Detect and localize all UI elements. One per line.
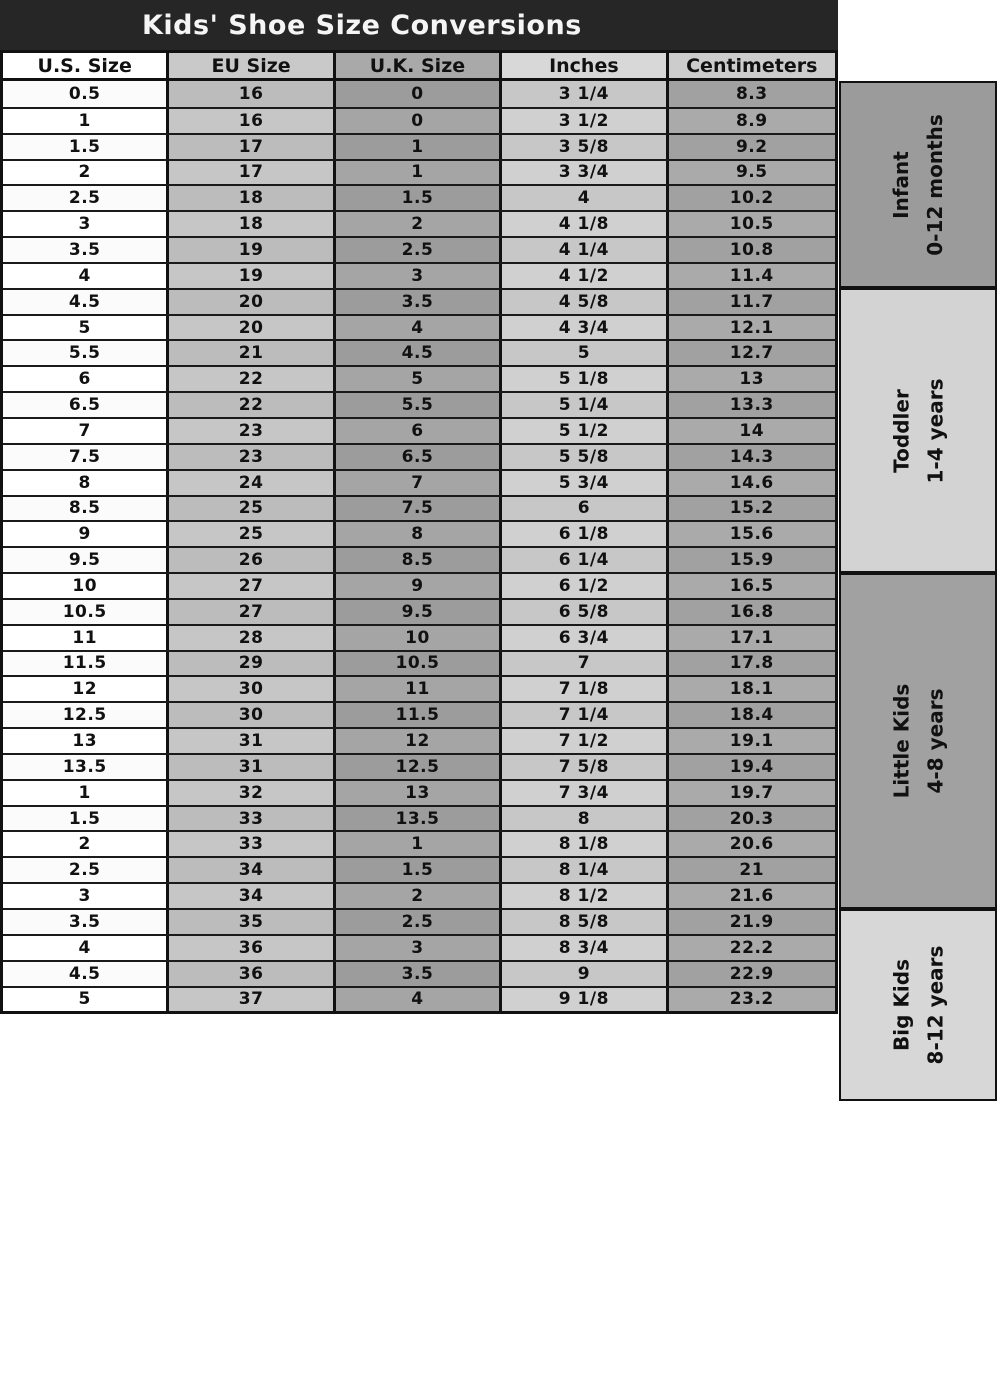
cell: 19.1 (669, 729, 835, 753)
cell: 35 (169, 910, 335, 934)
cell: 11.5 (3, 652, 169, 676)
cell: 37 (169, 988, 335, 1012)
cell: 3 (336, 936, 502, 960)
table-row (3, 572, 835, 598)
table-row (3, 908, 835, 934)
cell: 8 (336, 522, 502, 546)
table-row (3, 262, 835, 288)
cell: 3.5 (3, 238, 169, 262)
table-row (3, 934, 835, 960)
cell: 10.5 (669, 212, 835, 236)
cell: 31 (169, 729, 335, 753)
cell: 9 (336, 574, 502, 598)
cell: 6 1/4 (502, 548, 668, 572)
cell: 4 (336, 988, 502, 1012)
column-header-centimeters: Centimeters (669, 53, 835, 78)
column-header-eu-size: EU Size (169, 53, 335, 78)
cell: 8 (502, 807, 668, 831)
cell: 29 (169, 652, 335, 676)
cell: 5 (502, 341, 668, 365)
cell: 36 (169, 936, 335, 960)
cell: 3 (3, 884, 169, 908)
cell: 3.5 (336, 290, 502, 314)
cell: 6.5 (336, 445, 502, 469)
cell: 13 (336, 781, 502, 805)
cell: 18 (169, 186, 335, 210)
table-row (3, 443, 835, 469)
cell: 7 1/2 (502, 729, 668, 753)
cell: 12.5 (3, 703, 169, 727)
cell: 22 (169, 367, 335, 391)
cell: 14 (669, 419, 835, 443)
cell: 21 (169, 341, 335, 365)
cell: 15.9 (669, 548, 835, 572)
age-band-little-kids (839, 573, 997, 909)
age-band-toddler-label: Toddler 1-4 years (889, 378, 947, 483)
cell: 2.5 (3, 186, 169, 210)
cell: 4.5 (336, 341, 502, 365)
cell: 8 1/2 (502, 884, 668, 908)
cell: 27 (169, 600, 335, 624)
cell: 13.3 (669, 393, 835, 417)
cell: 8.5 (336, 548, 502, 572)
table-row (3, 546, 835, 572)
cell: 15.2 (669, 497, 835, 521)
cell: 8.5 (3, 497, 169, 521)
cell: 19 (169, 264, 335, 288)
cell: 17 (169, 135, 335, 159)
cell: 9.5 (336, 600, 502, 624)
cell: 16 (169, 81, 335, 107)
column-header-inches: Inches (502, 53, 668, 78)
cell: 5 3/4 (502, 471, 668, 495)
table-row (3, 81, 835, 107)
cell: 19.4 (669, 755, 835, 779)
cell: 0.5 (3, 81, 169, 107)
cell: 2 (336, 884, 502, 908)
table-row (3, 598, 835, 624)
age-band-big-kids (839, 909, 997, 1101)
table-row (3, 236, 835, 262)
cell: 5 1/4 (502, 393, 668, 417)
cell: 17 (169, 161, 335, 185)
cell: 9.5 (669, 161, 835, 185)
cell: 3.5 (336, 962, 502, 986)
table-rows (3, 81, 835, 1011)
cell: 8 3/4 (502, 936, 668, 960)
title-bar (0, 0, 838, 50)
table-row (3, 805, 835, 831)
cell: 6 (336, 419, 502, 443)
cell: 4 1/8 (502, 212, 668, 236)
cell: 4 5/8 (502, 290, 668, 314)
cell: 22 (169, 393, 335, 417)
table-row (3, 391, 835, 417)
cell: 4 (3, 264, 169, 288)
cell: 10.8 (669, 238, 835, 262)
cell: 4 1/4 (502, 238, 668, 262)
table-row (3, 159, 835, 185)
cell: 23 (169, 419, 335, 443)
cell: 9.2 (669, 135, 835, 159)
conversion-table (0, 50, 838, 1014)
cell: 10.5 (336, 652, 502, 676)
table-row (3, 701, 835, 727)
cell: 2 (3, 161, 169, 185)
cell: 9 1/8 (502, 988, 668, 1012)
cell: 1.5 (336, 186, 502, 210)
cell: 7.5 (3, 445, 169, 469)
cell: 3 1/2 (502, 109, 668, 133)
cell: 2 (3, 832, 169, 856)
cell: 13 (669, 367, 835, 391)
cell: 5.5 (336, 393, 502, 417)
cell: 1 (3, 781, 169, 805)
cell: 16.8 (669, 600, 835, 624)
cell: 7 3/4 (502, 781, 668, 805)
cell: 20.6 (669, 832, 835, 856)
cell: 9 (502, 962, 668, 986)
table-row (3, 753, 835, 779)
table-row (3, 727, 835, 753)
cell: 3 5/8 (502, 135, 668, 159)
cell: 11 (336, 677, 502, 701)
cell: 4 3/4 (502, 316, 668, 340)
cell: 11.7 (669, 290, 835, 314)
cell: 19.7 (669, 781, 835, 805)
cell: 9 (3, 522, 169, 546)
cell: 33 (169, 832, 335, 856)
table-row (3, 339, 835, 365)
table-row (3, 986, 835, 1012)
cell: 6 1/2 (502, 574, 668, 598)
cell: 20 (169, 290, 335, 314)
cell: 5.5 (3, 341, 169, 365)
cell: 14.3 (669, 445, 835, 469)
age-band-little-kids-label: Little Kids 4-8 years (889, 683, 947, 799)
table-row (3, 107, 835, 133)
table-row (3, 495, 835, 521)
cell: 21.9 (669, 910, 835, 934)
cell: 7 (336, 471, 502, 495)
cell: 13.5 (3, 755, 169, 779)
cell: 34 (169, 858, 335, 882)
cell: 18 (169, 212, 335, 236)
cell: 3 3/4 (502, 161, 668, 185)
cell: 2 (336, 212, 502, 236)
cell: 5 (3, 316, 169, 340)
cell: 0 (336, 81, 502, 107)
cell: 36 (169, 962, 335, 986)
age-band-big-kids-label: Big Kids 8-12 years (888, 945, 947, 1065)
cell: 1.5 (3, 807, 169, 831)
cell: 1 (336, 135, 502, 159)
cell: 13 (3, 729, 169, 753)
cell: 10.2 (669, 186, 835, 210)
cell: 8 5/8 (502, 910, 668, 934)
table-row (3, 624, 835, 650)
cell: 6 (502, 497, 668, 521)
cell: 1 (336, 161, 502, 185)
cell: 5 5/8 (502, 445, 668, 469)
cell: 20.3 (669, 807, 835, 831)
table-row (3, 417, 835, 443)
cell: 32 (169, 781, 335, 805)
table-row (3, 675, 835, 701)
cell: 6 1/8 (502, 522, 668, 546)
cell: 24 (169, 471, 335, 495)
table-row (3, 288, 835, 314)
cell: 30 (169, 703, 335, 727)
page-title: Kids' Shoe Size Conversions (142, 9, 582, 41)
cell: 7 1/4 (502, 703, 668, 727)
cell: 5 (3, 988, 169, 1012)
cell: 12.7 (669, 341, 835, 365)
cell: 17.1 (669, 626, 835, 650)
cell: 8 1/4 (502, 858, 668, 882)
cell: 12 (336, 729, 502, 753)
cell: 11.5 (336, 703, 502, 727)
cell: 4 (336, 316, 502, 340)
cell: 7 1/8 (502, 677, 668, 701)
table-row (3, 650, 835, 676)
cell: 8 (3, 471, 169, 495)
cell: 6.5 (3, 393, 169, 417)
cell: 1.5 (336, 858, 502, 882)
cell: 12 (3, 677, 169, 701)
column-header-uk-size: U.K. Size (336, 53, 502, 78)
cell: 7.5 (336, 497, 502, 521)
table-row (3, 365, 835, 391)
table-header-row (3, 53, 835, 81)
table-row (3, 520, 835, 546)
cell: 15.6 (669, 522, 835, 546)
cell: 3 1/4 (502, 81, 668, 107)
cell: 10.5 (3, 600, 169, 624)
cell: 27 (169, 574, 335, 598)
cell: 25 (169, 522, 335, 546)
cell: 12.1 (669, 316, 835, 340)
cell: 1 (3, 109, 169, 133)
cell: 8 1/8 (502, 832, 668, 856)
cell: 16 (169, 109, 335, 133)
cell: 6 5/8 (502, 600, 668, 624)
cell: 2.5 (3, 858, 169, 882)
cell: 5 1/8 (502, 367, 668, 391)
cell: 19 (169, 238, 335, 262)
cell: 10 (3, 574, 169, 598)
cell: 1 (336, 832, 502, 856)
cell: 7 (502, 652, 668, 676)
cell: 33 (169, 807, 335, 831)
cell: 4 1/2 (502, 264, 668, 288)
table-row (3, 133, 835, 159)
age-band-infant-label: Infant 0-12 months (888, 113, 947, 256)
cell: 23 (169, 445, 335, 469)
cell: 3 (336, 264, 502, 288)
cell: 14.6 (669, 471, 835, 495)
cell: 2.5 (336, 910, 502, 934)
cell: 18.1 (669, 677, 835, 701)
age-group-column (839, 0, 997, 1400)
table-row (3, 184, 835, 210)
table-row (3, 960, 835, 986)
age-band-toddler (839, 288, 997, 573)
cell: 8.3 (669, 81, 835, 107)
cell: 6 3/4 (502, 626, 668, 650)
cell: 2.5 (336, 238, 502, 262)
cell: 26 (169, 548, 335, 572)
column-header-us-size: U.S. Size (3, 53, 169, 78)
cell: 8.9 (669, 109, 835, 133)
cell: 16.5 (669, 574, 835, 598)
cell: 5 1/2 (502, 419, 668, 443)
cell: 22.2 (669, 936, 835, 960)
cell: 10 (336, 626, 502, 650)
cell: 28 (169, 626, 335, 650)
cell: 34 (169, 884, 335, 908)
cell: 18.4 (669, 703, 835, 727)
cell: 17.8 (669, 652, 835, 676)
cell: 13.5 (336, 807, 502, 831)
cell: 21.6 (669, 884, 835, 908)
cell: 12.5 (336, 755, 502, 779)
cell: 9.5 (3, 548, 169, 572)
age-band-infant (839, 81, 997, 288)
cell: 21 (669, 858, 835, 882)
table-row (3, 210, 835, 236)
table-row (3, 882, 835, 908)
cell: 31 (169, 755, 335, 779)
table-row (3, 314, 835, 340)
cell: 3 (3, 212, 169, 236)
cell: 6 (3, 367, 169, 391)
cell: 7 5/8 (502, 755, 668, 779)
cell: 30 (169, 677, 335, 701)
table-row (3, 830, 835, 856)
table-row (3, 856, 835, 882)
cell: 3.5 (3, 910, 169, 934)
cell: 5 (336, 367, 502, 391)
table-row (3, 779, 835, 805)
cell: 11 (3, 626, 169, 650)
cell: 23.2 (669, 988, 835, 1012)
cell: 4 (3, 936, 169, 960)
cell: 4 (502, 186, 668, 210)
table-row (3, 469, 835, 495)
cell: 0 (336, 109, 502, 133)
cell: 25 (169, 497, 335, 521)
cell: 4.5 (3, 290, 169, 314)
cell: 1.5 (3, 135, 169, 159)
cell: 20 (169, 316, 335, 340)
cell: 4.5 (3, 962, 169, 986)
cell: 11.4 (669, 264, 835, 288)
cell: 7 (3, 419, 169, 443)
cell: 22.9 (669, 962, 835, 986)
